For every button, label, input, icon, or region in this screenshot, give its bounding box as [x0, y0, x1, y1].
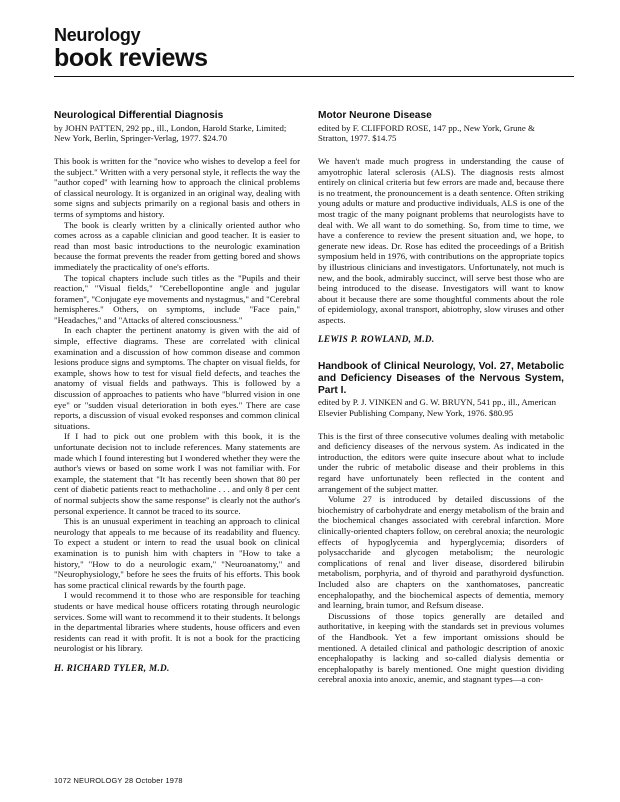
section-title-book-reviews: book reviews — [54, 44, 208, 72]
right-column — [318, 110, 564, 685]
header-rule — [54, 76, 574, 77]
review-byline: edited by F. CLIFFORD ROSE, 147 pp., New York, Grune & Stratton, 1977. $14.75 — [318, 122, 535, 144]
paragraph: In each chapter the pertinent anatomy is given with the aid of simple, effective diagrams. These are correlated with clinical examination and a discussion of how common disease and common lesions produce signs and symptoms. The chapter on visual fields, for example, shows how to test for visual field defects, and teaches the anatomy of visual fields and pathways. This is followed by a discussion of approaches to patients who have "blurred vision in one eye" or "sudden visual deterioration in both eyes." There are case reports, a discussion of visual evoked responses and common clinical situations. — [54, 325, 300, 431]
review-title: Motor Neurone Disease — [318, 110, 432, 121]
section-header — [54, 26, 208, 71]
left-column — [54, 110, 300, 673]
review-byline: by JOHN PATTEN, 292 pp., ill., London, Harold Starke, Limited; New York, Berlin, Springer-Verlag, 1977. $24.70 — [54, 122, 287, 144]
page-footer: 1072 NEUROLOGY 28 October 1978 — [54, 776, 183, 785]
paragraph: I would recommend it to those who are responsible for teaching students or have medical house officers rotating through neurologic services. Some will want to recommend it to their students. It belongs in the departmental libraries where students, house officers and even residents can read it with profit. It is not a book for the practicing neurologist or his library. — [54, 590, 300, 654]
reviewer-name: H. RICHARD TYLER, M.D. — [54, 662, 170, 673]
paragraph: This book is written for the "novice who wishes to develop a feel for the subject." Written with a very personal style, it reflects the way the "author coped" with learning how to approach the clinical problems of classical neurology. It is organized in an original way, dealing with some signs and subjects primarily on a regional basis and others in terms of symptoms and history. — [54, 155, 300, 219]
paragraph: If I had to pick out one problem with this book, it is the unfortunate decision not to include references. Many statements are made which I found interesting but I wondered whether they were the author's views or based on some work I was not familiar with. For example, the statement that "It has recently been shown that 80 per cent of diabetic patients react to methacholine . . . and only 8 per cent of normal subjects show the same response" is clearly not the author's personal experience. It cannot be traced to its source. — [54, 431, 300, 516]
reviewer-name: LEWIS P. ROWLAND, M.D. — [318, 334, 435, 345]
paragraph: Volume 27 is introduced by detailed discussions of the biochemistry of carbohydrate and energy metabolism of the brain and the biochemical changes associated with cerebral infarction. More clinically-oriented chapters follow, on cerebral anoxia; the neurologic effects of hypoglycemia and hyperglycemia; disorders of polysaccharide and glycogen metabolism; the neurologic complications of renal and liver disease, disordered bilirubin metabolism, porphyria, and of thyroid and parathyroid dysfunction. Included also are chapters on the xanthomatoses, pancreatic encephalopathy, and the biochemical aspects of dementia, memory and learning, brain tumor, and Refsum disease. — [318, 494, 564, 611]
review-byline: edited by P. J. VINKEN and G. W. BRUYN, 541 pp., ill., American Elsevier Publishing Company, New York, 1976. $80.95 — [318, 397, 557, 419]
paragraph: Discussions of those topics generally are detailed and authoritative, in keeping with the standards set in previous volumes of the Handbook. Yet a few important omissions should be mentioned. A detailed clinical and pathologic description of anoxic encephalopathy is lacking and so-called dialysis dementia or encephalopathy is barely mentioned. One might question dividing cerebral anoxia into anoxic, anemic, and stagnant types—a con- — [318, 610, 564, 685]
paragraph: We haven't made much progress in understanding the cause of amyotrophic lateral sclerosis (ALS). The diagnosis rests almost entirely on clinical criteria but few errors are made and, because there is no treatment, the pronouncement is a death sentence. Often striking young adults or mature and productive individuals, ALS is one of the most tragic of the many poignant problems that neurologists have to deal with. We all want to do something. So, from time to time, we have a conference to review the present situation and, we hope, to generate new ideas. Dr. Rose has edited the proceedings of a British symposium held in 1976, with contributions on the appropriate topics by illustrious clinicians and investigators. Unfortunately, not much is new, and the book, admirably succinct, will serve best those who are being introduced to the disease. Investigators will want to know about it because there are some thoughtful comments about the role of epidemiology, axonal transport, abiotrophy, slow viruses and other aspects. — [318, 155, 564, 325]
paragraph: This is the first of three consecutive volumes dealing with metabolic and deficiency diseases of the nervous system. As indicated in the introduction, the editors were quite insecure about what to include under the rubric of metabolic disease and their problems in this regard have unfortunately been reflected in the content and arrangement of the subject matter. — [318, 430, 564, 494]
review-title: Neurological Differential Diagnosis — [54, 110, 224, 121]
paragraph: This is an unusual experiment in teaching an approach to clinical neurology that appeals to me because of its readability and fluency. To expect a student or intern to read the usual book on clinical examination is to punish him with chapters in "How to take a history," "How to do a neurologic exam," "Neuroanatomy," and "Neurophysiology," before he sees the fruits of his efforts. This book has some practical clinical rewards by the fourth page. — [54, 516, 300, 590]
paragraph: The book is clearly written by a clinically oriented author who comes across as a capable clinician and good teacher. It is easier to read than most basic introductions to the neurologic examination because the format prevents the reader from getting bored and shows immediately the practicality of one's efforts. — [54, 219, 300, 272]
review-title: Handbook of Clinical Neurology, Vol. 27, Metabolic and Deficiency Diseases of the Nervous System, Part I. — [318, 361, 564, 396]
section-title-neurology: Neurology — [54, 25, 141, 45]
paragraph: The topical chapters include such titles as the "Pupils and their reaction," "Visual fields," "Cerebellopontine angle and jugular foramen", "Conjugate eye movements and nystagmus," and "Cerebral hemispheres." Others, on symptoms, include "Face pain," "Headaches," and "Attacks of altered consciousness." — [54, 272, 300, 325]
